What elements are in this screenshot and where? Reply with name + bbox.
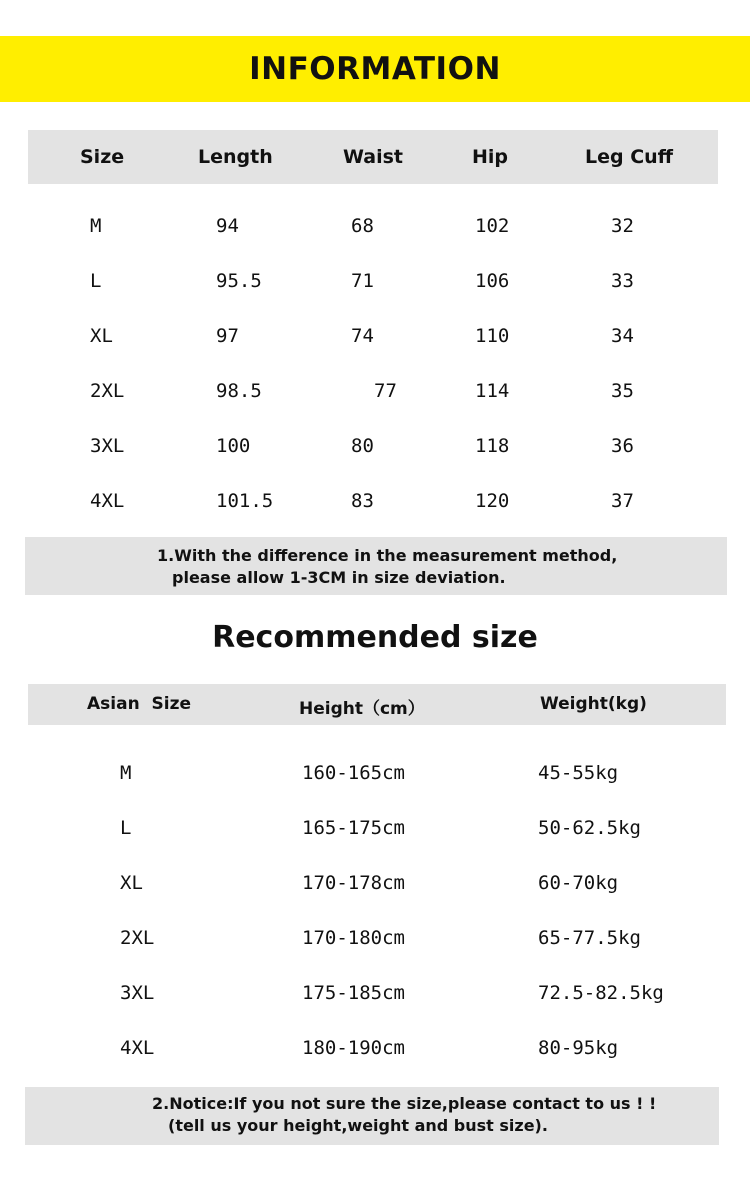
table-cell: 34	[611, 325, 634, 347]
table-cell: M	[90, 215, 102, 237]
header-size: Size	[80, 146, 125, 168]
table-cell: 3XL	[90, 435, 125, 457]
table-cell: 100	[216, 435, 251, 457]
header-height: Height（cm）	[299, 699, 425, 719]
table-cell: 4XL	[120, 1037, 155, 1059]
table-cell: 120	[475, 490, 510, 512]
table-cell: 83	[351, 490, 374, 512]
table-cell: 98.5	[216, 380, 262, 402]
table-cell: 101.5	[216, 490, 274, 512]
header-asian-size: Asian Size	[87, 694, 192, 714]
table-cell: 102	[475, 215, 510, 237]
header-hip: Hip	[472, 146, 509, 168]
table-cell: 114	[475, 380, 510, 402]
measurement-note-line2: please allow 1-3CM in size deviation.	[172, 568, 506, 587]
table-cell: XL	[90, 325, 113, 347]
table-cell: 80	[351, 435, 374, 457]
table-cell: 68	[351, 215, 374, 237]
table-cell: 37	[611, 490, 634, 512]
table-cell: XL	[120, 872, 143, 894]
banner-title: INFORMATION	[249, 51, 501, 87]
table-cell: 95.5	[216, 270, 262, 292]
table-cell: 65-77.5kg	[538, 927, 641, 949]
table-cell: L	[120, 817, 132, 839]
table-cell: 3XL	[120, 982, 155, 1004]
table-cell: 45-55kg	[538, 762, 619, 784]
table-cell: 36	[611, 435, 634, 457]
table-cell: 175-185cm	[302, 982, 405, 1004]
table-cell: 170-180cm	[302, 927, 405, 949]
table-cell: 2XL	[90, 380, 125, 402]
table-cell: 32	[611, 215, 634, 237]
table-cell: 97	[216, 325, 239, 347]
table-cell: 170-178cm	[302, 872, 405, 894]
table-cell: 60-70kg	[538, 872, 619, 894]
table-cell: 33	[611, 270, 634, 292]
header-leg-cuff: Leg Cuff	[585, 146, 674, 168]
table-cell: 160-165cm	[302, 762, 405, 784]
table-cell: 94	[216, 215, 239, 237]
contact-notice-line1: 2.Notice:If you not sure the size,please contact to us ! !	[152, 1094, 657, 1113]
table-cell: 77	[374, 380, 397, 402]
recommended-size-title: Recommended size	[212, 620, 538, 655]
header-waist: Waist	[343, 146, 404, 168]
table-cell: L	[90, 270, 102, 292]
table-cell: 180-190cm	[302, 1037, 405, 1059]
table-cell: 118	[475, 435, 510, 457]
table-cell: 72.5-82.5kg	[538, 982, 664, 1004]
table-cell: 2XL	[120, 927, 155, 949]
header-length: Length	[198, 146, 273, 168]
measurement-note-line1: 1.With the difference in the measurement method,	[157, 546, 618, 565]
table-cell: 35	[611, 380, 634, 402]
header-weight: Weight(kg)	[540, 694, 647, 714]
contact-notice-line2: (tell us your height,weight and bust size).	[168, 1116, 548, 1135]
table-cell: 110	[475, 325, 510, 347]
table-cell: 71	[351, 270, 374, 292]
table-cell: 80-95kg	[538, 1037, 619, 1059]
table-cell: 165-175cm	[302, 817, 405, 839]
table-cell: M	[120, 762, 132, 784]
table-cell: 4XL	[90, 490, 125, 512]
table-cell: 74	[351, 325, 374, 347]
table-cell: 106	[475, 270, 510, 292]
information-banner	[0, 36, 750, 102]
table-cell: 50-62.5kg	[538, 817, 641, 839]
